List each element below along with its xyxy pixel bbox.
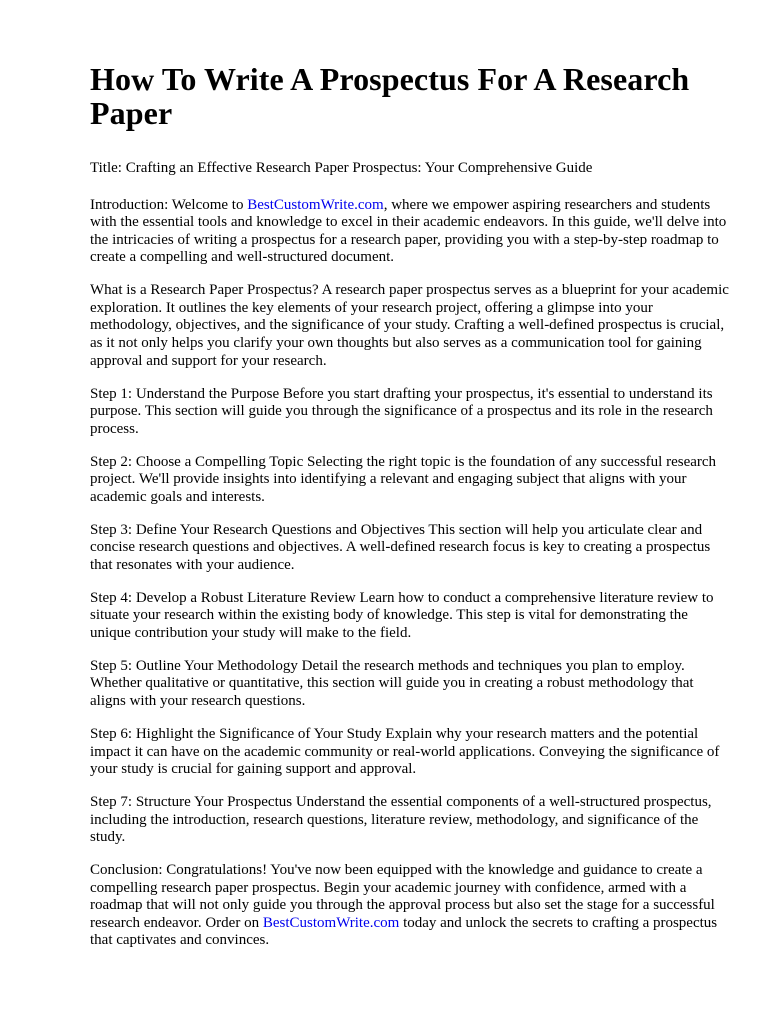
conclusion-paragraph [90,862,730,950]
step-5-paragraph: Step 5: Outline Your Methodology Detail the research methods and techniques you plan to employ. Whether qualitative or quantitative, this section will guide you in creating a robust methodology that aligns with your research questions. [90,657,694,710]
conclusion-text-start: Conclusion: Congratulations! You've now been equipped with the knowledge and guidance to create a compelling research paper prospectus. Begin your academic journey with confidence, armed with a roadmap that will not only guide you through the approval process but also set the stage for a successful research endeavor. Order on [90,862,715,931]
bestcustomwrite-link[interactable]: BestCustomWrite.com [247,196,384,213]
step-3-paragraph: Step 3: Define Your Research Questions and Objectives This section will help you articulate clear and concise research questions and objectives. A well-defined research focus is key to creating a prospectus that resonates with your audience. [90,521,711,573]
step-7-paragraph: Step 7: Structure Your Prospectus Understand the essential components of a well-structured prospectus, including the introduction, research questions, literature review, methodology, and significance of the study. [90,794,712,846]
step-6-paragraph: Step 6: Highlight the Significance of Your Study Explain why your research matters and the potential impact it can have on the academic community or real-world applications. Conveying the significance of your study is crucial for gaining support and approval. [90,725,720,778]
order-link[interactable]: BestCustomWrite.com [262,914,400,931]
introduction-text-start: Introduction: Welcome to [90,196,248,213]
step-1-paragraph: Step 1: Understand the Purpose Before you start drafting your prospectus, it's essential to understand its purpose. This section will guide you through the significance of a prospectus and its role in the research process. [90,385,713,437]
introduction-paragraph [90,197,730,267]
step-2-paragraph: Step 2: Choose a Compelling Topic Selecting the right topic is the foundation of any successful research project. We'll provide insights into identifying a relevant and engaging subject that aligns with your academic goals and interests. [90,453,717,505]
what-is-paragraph: What is a Research Paper Prospectus? A research paper prospectus serves as a blueprint for your academic exploration. It outlines the key elements of your research project, offering a glimpse into your methodology, objectives, and the significance of your study. Crafting a well-defined prospectus is crucial, as it not only helps you clarify your own thoughts but also serves as a communication tool for gaining approval and support for your research. [90,282,729,369]
title-line: Title: Crafting an Effective Research Paper Prospectus: Your Comprehensive Guide [90,160,593,176]
step-4-paragraph: Step 4: Develop a Robust Literature Review Learn how to conduct a comprehensive literature review to situate your research within the existing body of knowledge. This step is vital for demonstrating the unique contribution your study will make to the field. [90,589,714,641]
introduction-text-end: , where we empower aspiring researchers and students with the essential tools and knowledge to excel in their academic endeavors. In this guide, we'll delve into the intricacies of writing a prospectus for a research paper, providing you with a step-by-step roadmap to create a compelling and well-structured document. [90,196,727,266]
document-page [90,0,730,950]
conclusion-text-end: today and unlock the secrets to crafting a prospectus that captivates and convinces. [90,914,718,949]
page-title: How To Write A Prospectus For A Research Paper [90,61,690,131]
